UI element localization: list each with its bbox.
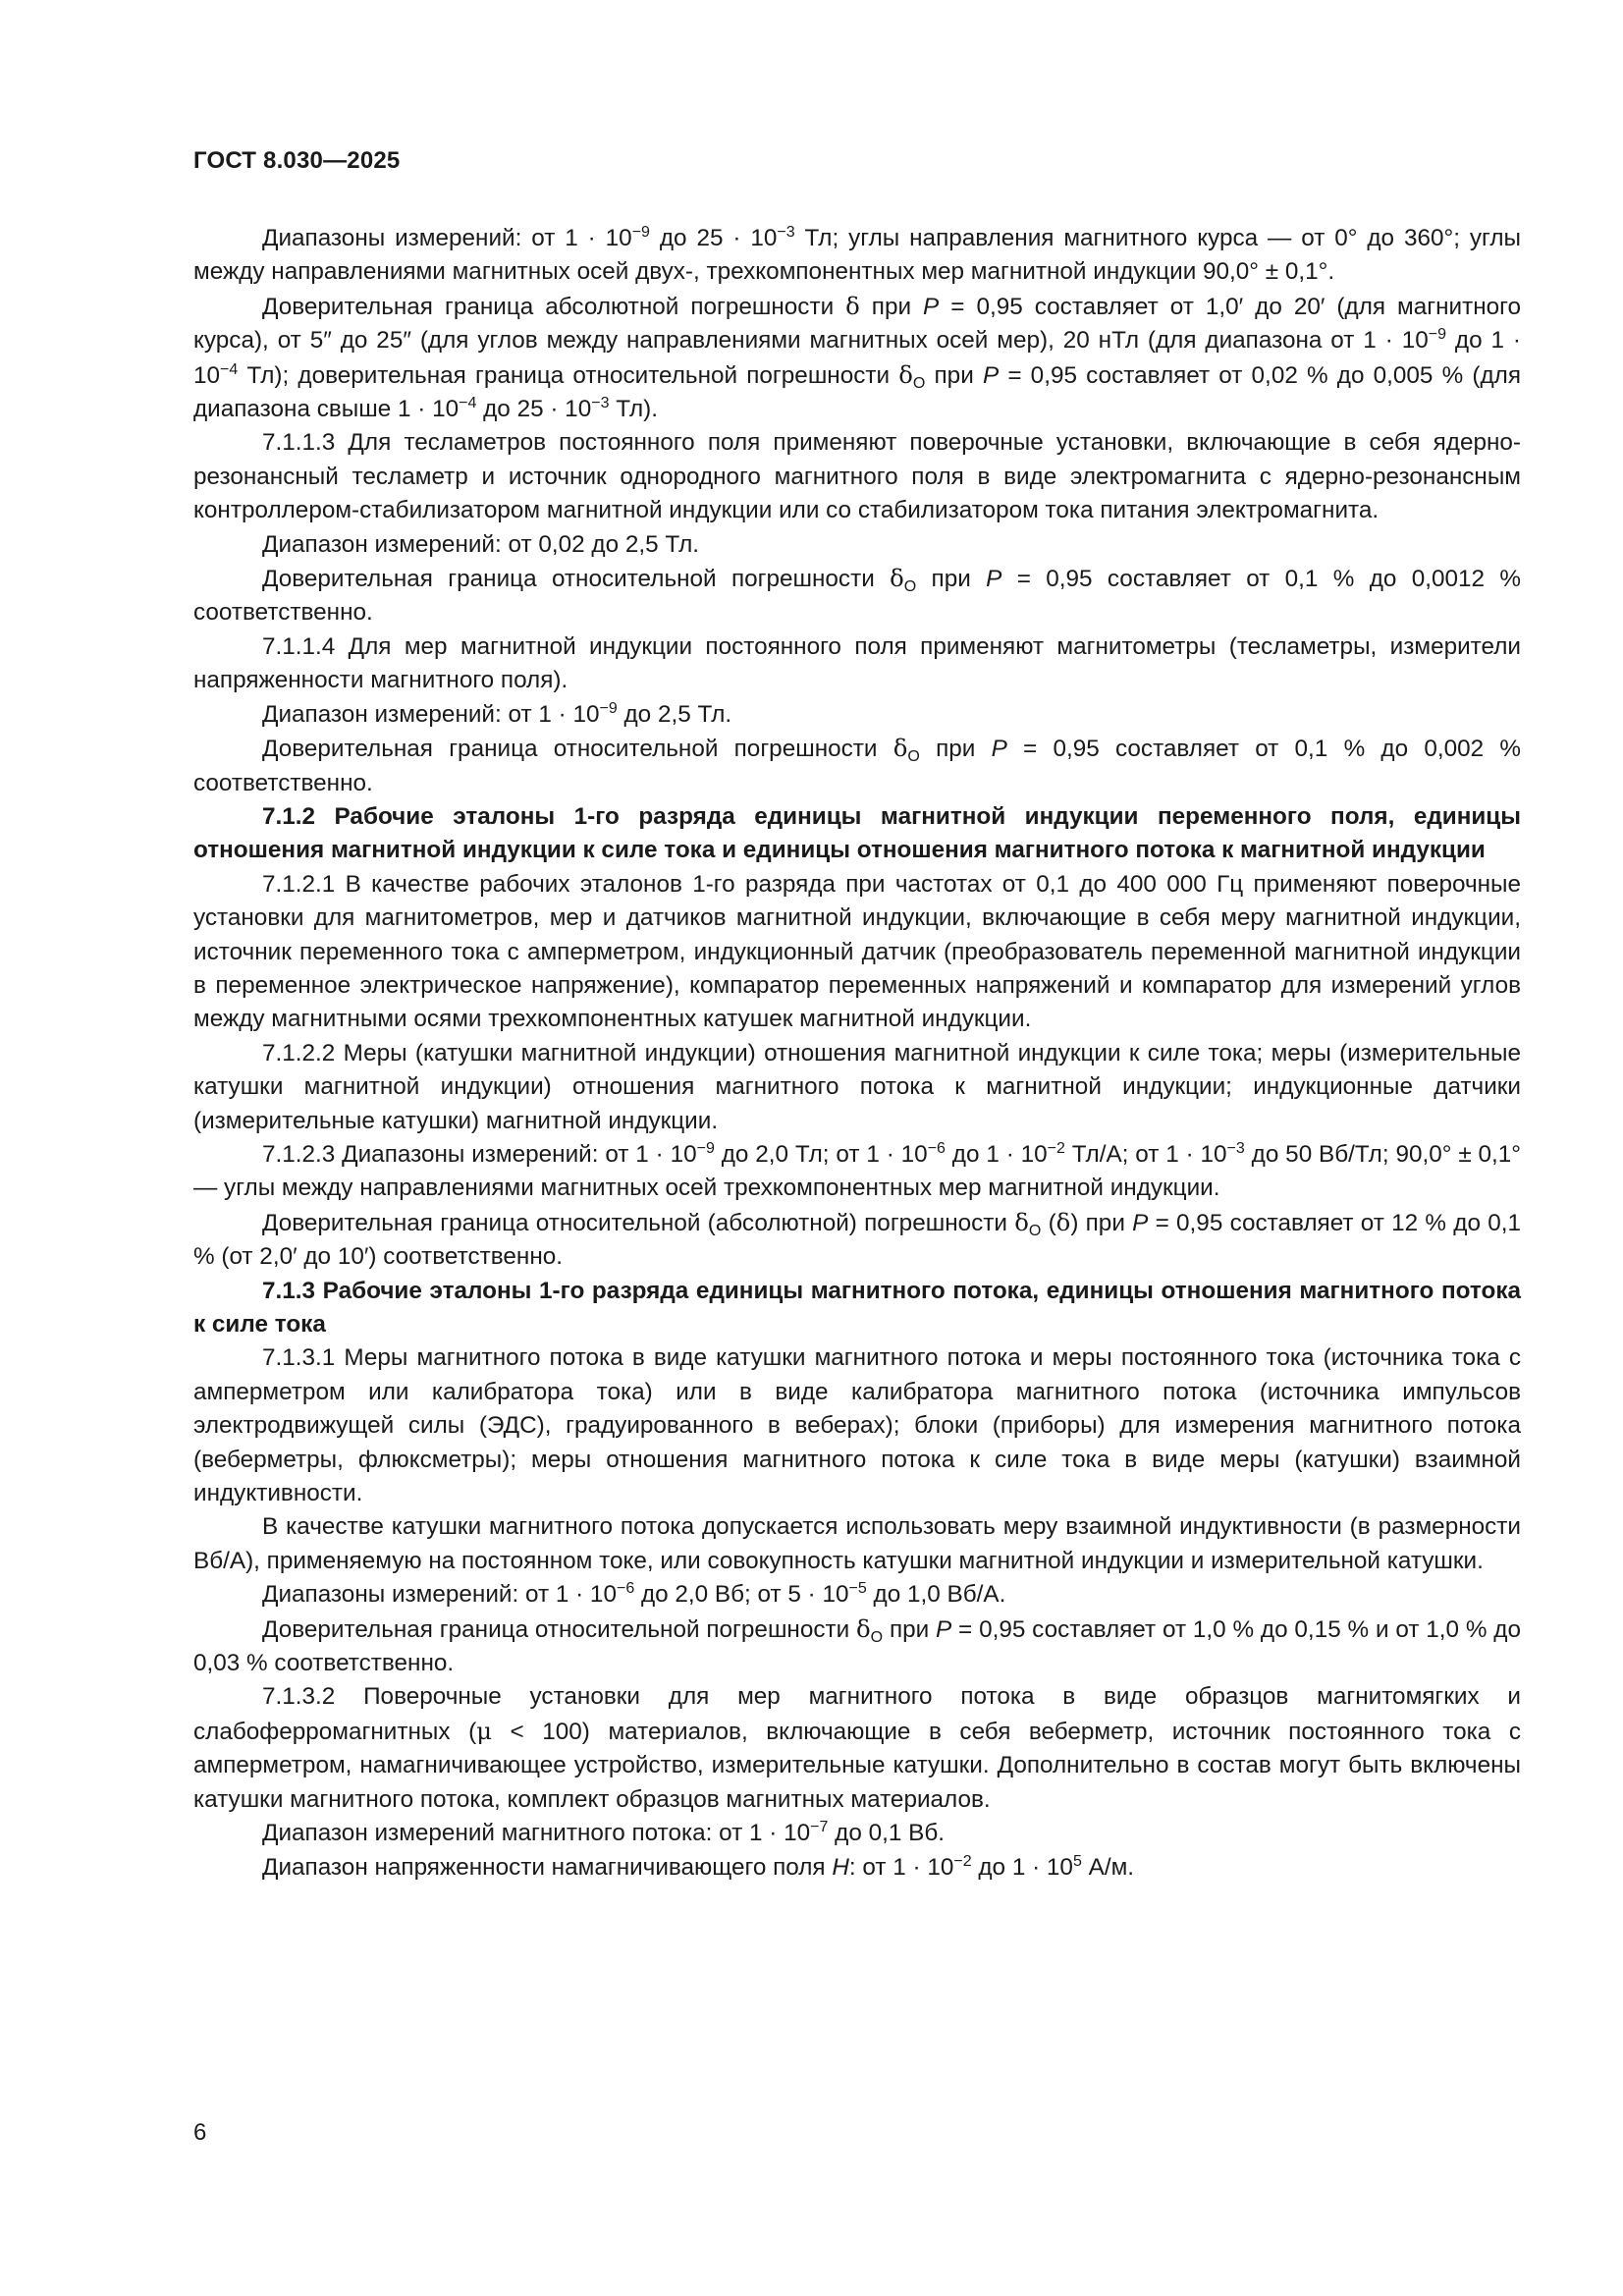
document-body: [193, 222, 1521, 1885]
paragraph: Доверительная граница относительной (абсолютной) погрешности $\delta_O$ (δ) при P = 0,95 составляет от 12 % до 0,1 % (от 2,0′ до 10′) соответственно.: [193, 1207, 1521, 1271]
paragraph: Диапазон измерений магнитного потока: от $1 \cdot 10^{-7}$ до 0,1 Вб.: [262, 1819, 945, 1847]
paragraph: 7.1.2.1 В качестве рабочих эталонов 1-го разряда при частотах от 0,1 до 400 000 Гц применяют поверочные установки для магнитометров, мер и датчиков магнитной индукции, включающие в себя меру магнитной индукции, источник переменного тока с амперметром, индукционный датчик (преобразователь переменной магнитной индукции в переменное электрическое напряжение), компаратор переменных напряжений и компаратор для измерений углов между магнитными осями трехкомпонентных катушек магнитной индукции.: [193, 870, 1521, 1033]
paragraph: Диапазоны измерений: от $1 \cdot 10^{-6}$ до 2,0 Вб; от $5 \cdot 10^{-5}$ до 1,0 Вб/А.: [262, 1580, 1006, 1609]
paragraph: Диапазоны измерений: от $1 \cdot 10^{-9}$ до $25 \cdot 10^{-3}$ Тл; углы направления магнитного курса — от 0° до 360°; углы между направлениями магнитных осей двух-, трехкомпонентных мер магнитной индукции 90,0° ± 0,1°.: [193, 224, 1521, 286]
paragraph: 7.1.2.3 Диапазоны измерений: от $1 \cdot 10^{-9}$ до 2,0 Тл; от $1 \cdot 10^{-6}$ до $1 \cdot 10^{-2}$ Тл/А; от $1 \cdot 10^{-3}$ до 50 Вб/Тл; 90,0° ± 0,1° — углы между направлениями магнитных осей трехкомпонентных мер магнитной индукции.: [193, 1139, 1521, 1202]
paragraph: Диапазон напряженности намагничивающего поля H: от $1 \cdot 10^{-2}$ до $1 \cdot 10^5$ А/м.: [262, 1852, 1135, 1881]
paragraph: 7.1.3.1 Меры магнитного потока в виде катушки магнитного потока и меры постоянного тока (источника тока с амперметром или калибратора тока) или в виде калибратора магнитного потока (источника импульсов электродвижущей силы (ЭДС), градуированного в веберах); блоки (приборы) для измерения магнитного потока (веберметры, флюксметры); меры отношения магнитного потока к силе тока в виде меры (катушки) взаимной индуктивности.: [193, 1344, 1521, 1507]
paragraph: В качестве катушки магнитного потока допускается использовать меру взаимной индуктивности (в размерности Вб/А), применяемую на постоянном токе, или совокупность катушки магнитной индукции и измерительной катушки.: [193, 1513, 1521, 1574]
paragraph: Доверительная граница относительной погрешности $\delta_O$ при P = 0,95 составляет от 0,1 % до 0,002 % соответственно.: [193, 734, 1521, 796]
paragraph: 7.1.1.3 Для тесламетров постоянного поля применяют поверочные установки, включающие в себя ядерно-резонансный тесламетр и источник однородного магнитного поля в виде электромагнита с ядерно-резонансным контроллером-стабилизатором магнитной индукции или со стабилизатором тока питания электромагнита.: [193, 429, 1521, 524]
paragraph: Доверительная граница относительной погрешности $\delta_O$ при P = 0,95 составляет от 1,0 % до 0,15 % и от 1,0 % до 0,03 % соответственно.: [193, 1613, 1521, 1677]
page-number: 6: [193, 2119, 207, 2146]
paragraph: Доверительная граница абсолютной погрешности δ при P = 0,95 составляет от 1,0′ до 20′ (для магнитного курса), от 5″ до 25″ (для углов между направлениями магнитных осей мер), 20 нТл (для диапазона от $1 \cdot 10^{-9}$ до $1 \cdot 10^{-4}$ Тл); доверительная граница относительной погрешности $\delta_O$ при P = 0,95 составляет от 0,02 % до 0,005 % (для диапазона свыше $1 \cdot 10^{-4}$ до $25 \cdot 10^{-3}$ Тл).: [193, 291, 1521, 423]
paragraph: Доверительная граница относительной погрешности $\delta_O$ при P = 0,95 составляет от 0,1 % до 0,0012 % соответственно.: [193, 564, 1521, 627]
paragraph: 7.1.2.2 Меры (катушки магнитной индукции) отношения магнитной индукции к силе тока; меры (измерительные катушки магнитной индукции) отношения магнитного потока к магнитной индукции; индукционные датчики (измерительные катушки) магнитной индукции.: [193, 1039, 1521, 1134]
paragraph: Диапазон измерений: от 0,02 до 2,5 Тл.: [262, 530, 700, 558]
section-heading: 7.1.2 Рабочие эталоны 1-го разряда единицы магнитной индукции переменного поля, единицы отношения магнитной индукции к силе тока и единицы отношения магнитного потока к магнитной индукции: [193, 802, 1521, 864]
document-code: ГОСТ 8.030—2025: [193, 147, 401, 174]
paragraph: 7.1.1.4 Для мер магнитной индукции постоянного поля применяют магнитометры (тесламетры, измерители напряженности магнитного поля).: [193, 632, 1521, 694]
paragraph: Диапазон измерений: от $1 \cdot 10^{-9}$ до 2,5 Тл.: [262, 699, 732, 728]
paragraph: 7.1.3.2 Поверочные установки для мер магнитного потока в виде образцов магнитомягких и слабоферромагнитных (μ < 100) материалов, включающие в себя веберметр, источник постоянного тока с амперметром, намагничивающее устройство, измерительные катушки. Дополнительно в состав могут быть включены катушки магнитного потока, комплект образцов магнитных материалов.: [193, 1683, 1521, 1813]
section-heading: 7.1.3 Рабочие эталоны 1-го разряда единицы магнитного потока, единицы отношения магнитного потока к силе тока: [193, 1277, 1521, 1338]
